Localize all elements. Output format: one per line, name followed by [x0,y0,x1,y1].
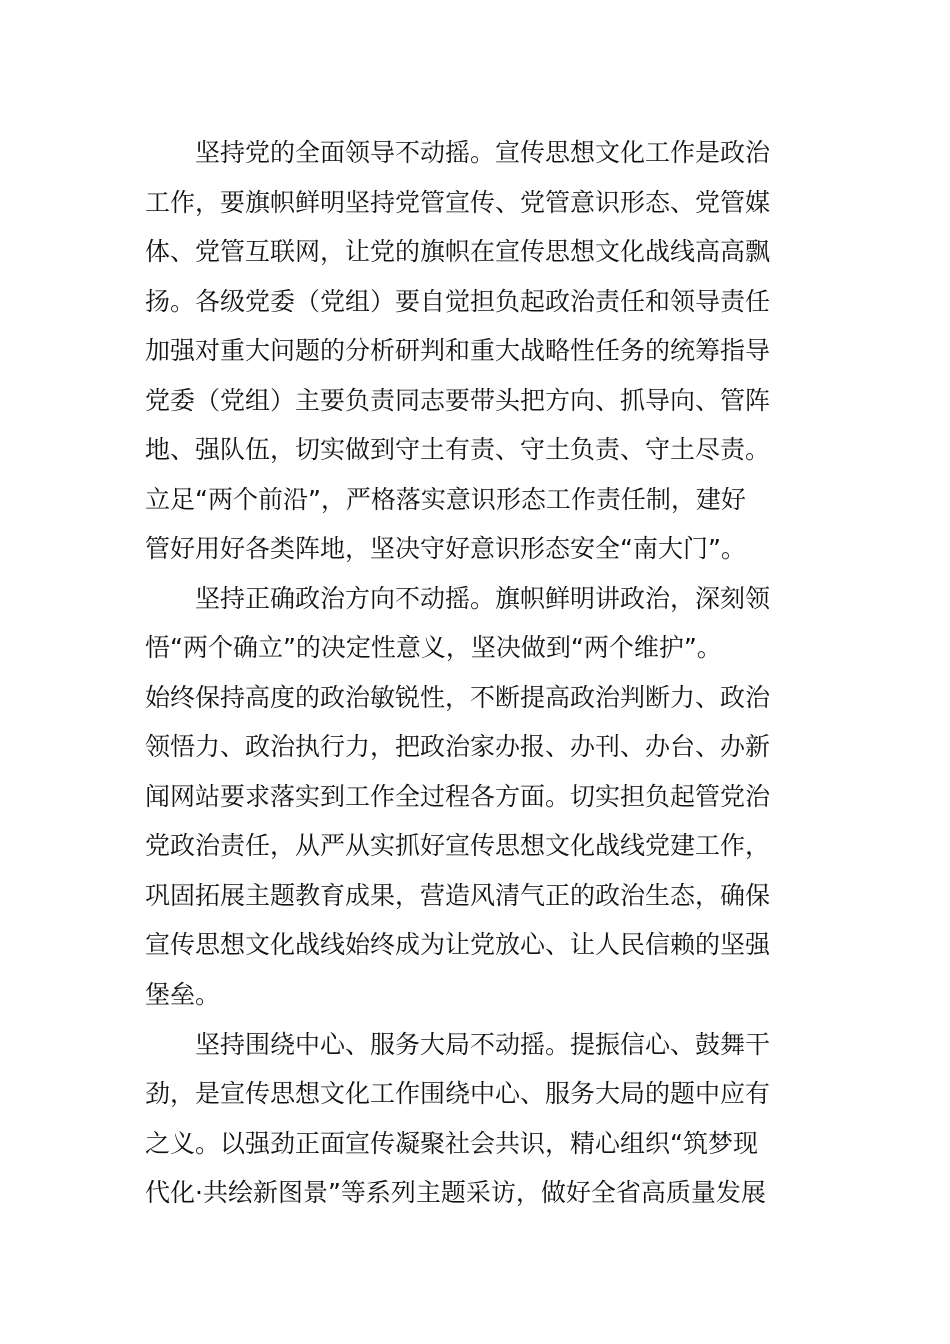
paragraph-line: 始终保持高度的政治敏锐性，不断提高政治判断力、政治 [145,683,771,712]
paragraph-line: 坚持党的全面领导不动摇。宣传思想文化工作是政治 [195,138,771,167]
paragraph-line: 党委（党组）主要负责同志要带头把方向、抓导向、管阵 [145,386,771,415]
paragraph-line: 加强对重大问题的分析研判和重大战略性任务的统筹指导 [145,336,771,365]
paragraph-line: 悟“两个确立”的决定性意义，坚决做到“两个维护”。 [145,633,722,662]
paragraph-line: 之义。以强劲正面宣传凝聚社会共识，精心组织“筑梦现 [145,1129,758,1158]
paragraph-line: 坚持正确政治方向不动摇。旗帜鲜明讲政治，深刻领 [195,584,771,613]
paragraph-line: 巩固拓展主题教育成果，营造风清气正的政治生态，确保 [145,881,771,910]
paragraph-line: 立足“两个前沿”，严格落实意识形态工作责任制，建好 [145,485,746,514]
paragraph-line: 扬。各级党委（党组）要自觉担负起政治责任和领导责任 [145,287,771,316]
paragraph-line: 堡垒。 [145,980,221,1009]
paragraph-line: 闻网站要求落实到工作全过程各方面。切实担负起管党治 [145,782,771,811]
paragraph-line: 管好用好各类阵地，坚决守好意识形态安全“南大门”。 [145,534,746,563]
paragraph-line: 党政治责任，从严从实抓好宣传思想文化战线党建工作， [145,831,771,860]
paragraph-line: 地、强队伍，切实做到守土有责、守土负责、守土尽责。 [145,435,771,464]
paragraph-line: 工作，要旗帜鲜明坚持党管宣传、党管意识形态、党管媒 [145,188,771,217]
paragraph-line: 领悟力、政治执行力，把政治家办报、办刊、办台、办新 [145,732,771,761]
paragraph-line: 代化·共绘新图景”等系列主题采访，做好全省高质量发展 [145,1178,766,1207]
paragraph-line: 体、党管互联网，让党的旗帜在宣传思想文化战线高高飘 [145,237,771,266]
paragraph-line: 坚持围绕中心、服务大局不动摇。提振信心、鼓舞干 [195,1030,771,1059]
paragraph-line: 劲，是宣传思想文化工作围绕中心、服务大局的题中应有 [145,1079,771,1108]
paragraph-line: 宣传思想文化战线始终成为让党放心、让人民信赖的坚强 [145,930,771,959]
